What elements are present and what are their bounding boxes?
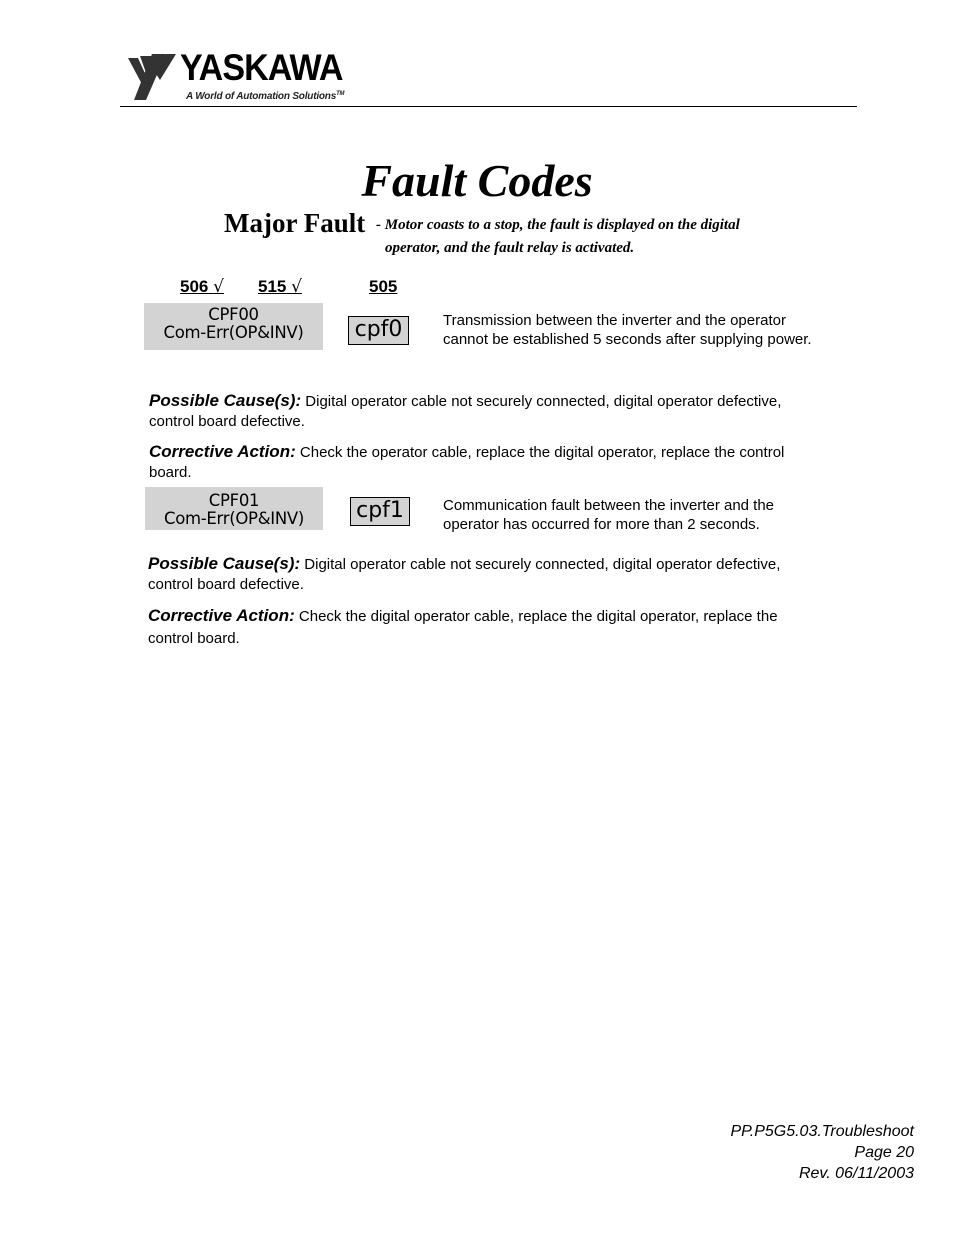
header-divider (120, 106, 857, 107)
brand-name: YASKAWA (180, 47, 343, 88)
lcd-display-cpf01: CPF01 Com-Err(OP&INV) (145, 487, 323, 530)
brand-tagline: A World of Automation Solutions™ (186, 91, 345, 102)
section-heading: Major Fault (224, 208, 366, 238)
footer-doc-id: PP.P5G5.03.Troubleshoot (730, 1123, 914, 1140)
check-mark-icon: √ (213, 277, 224, 297)
page-title: Fault Codes (361, 155, 593, 206)
check-mark-icon: √ (291, 277, 302, 297)
model-code-515: 515 √ (258, 277, 302, 297)
possible-causes: Possible Cause(s): Digital operator cable not securely connected, digital operator defective, control board defective. (148, 554, 781, 593)
led-display-cpf0: cpf0 (348, 316, 409, 345)
corrective-action: Corrective Action: Check the digital operator cable, replace the digital operator, replace the control board. (148, 606, 778, 647)
fault-description: Transmission between the inverter and the operator cannot be established 5 seconds after supplying power. (443, 312, 812, 348)
corrective-action: Corrective Action: Check the operator cable, replace the digital operator, replace the control board. (149, 442, 785, 481)
model-code-506: 506 √ (180, 277, 224, 297)
footer-page-number: Page 20 (854, 1144, 914, 1161)
lcd-display-cpf00: CPF00 Com-Err(OP&INV) (144, 303, 323, 350)
led-display-cpf1: cpf1 (350, 497, 410, 526)
model-code-505: 505 (369, 277, 398, 296)
fault-description: Communication fault between the inverter and the operator has occurred for more than 2 seconds. (443, 497, 775, 533)
footer-revision: Rev. 06/11/2003 (798, 1165, 914, 1182)
section-description-line1: - Motor coasts to a stop, the fault is displayed on the digital (376, 217, 740, 233)
possible-causes: Possible Cause(s): Digital operator cable not securely connected, digital operator defective, control board defective. (149, 391, 782, 430)
section-description-line2: operator, and the fault relay is activated. (385, 240, 635, 256)
yaskawa-logo-icon (122, 50, 178, 102)
